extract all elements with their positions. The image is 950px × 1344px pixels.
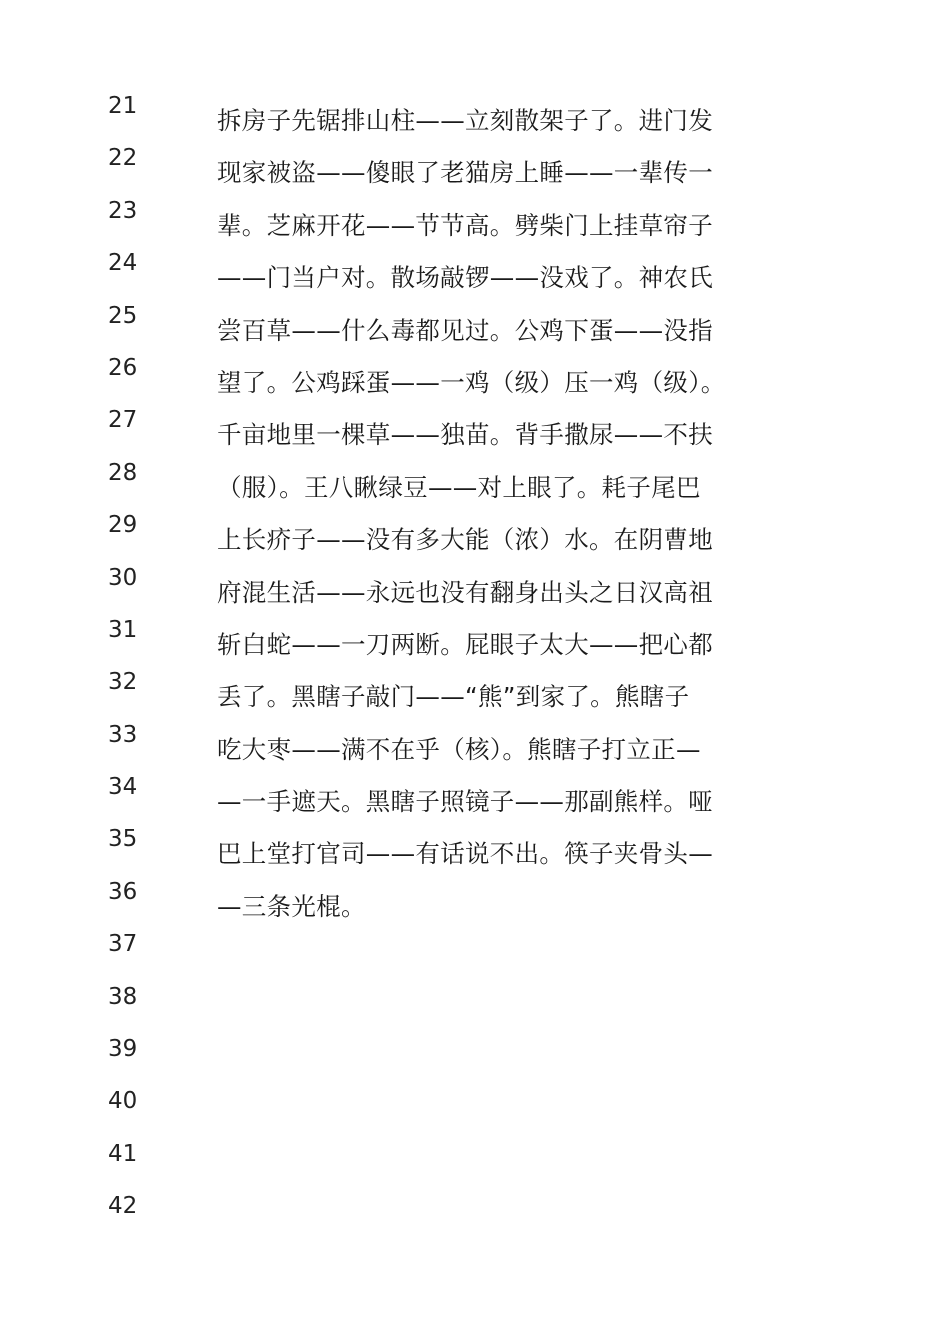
line-number: 25	[108, 302, 138, 329]
line-number: 32	[108, 669, 138, 696]
text-line: 府混生活——永远也没有翻身出头之日汉高祖	[217, 577, 713, 607]
line-number: 26	[108, 354, 138, 381]
line-number: 35	[108, 826, 138, 853]
text-line: 拆房子先锯排山柱——立刻散架子了。进门发	[217, 106, 713, 135]
line-number: 41	[108, 1140, 138, 1167]
line-number: 39	[108, 1036, 138, 1063]
text-line: 巴上堂打官司——有话说不出。筷子夹骨头—	[217, 839, 713, 869]
line-number: 38	[108, 983, 138, 1010]
line-number: 40	[108, 1088, 138, 1115]
line-number: 29	[108, 512, 138, 539]
line-number: 21	[108, 93, 138, 119]
line-number: 24	[108, 250, 138, 277]
line-number: 22	[108, 145, 138, 172]
line-number: 31	[108, 616, 138, 643]
line-number: 36	[108, 878, 138, 905]
line-number-column	[108, 88, 158, 1241]
line-number: 37	[108, 931, 138, 958]
text-line: ——门当户对。散场敲锣——没戏了。神农氏	[217, 263, 713, 293]
text-line: 尝百草——什么毒都见过。公鸡下蛋——没指	[217, 315, 713, 345]
line-number: 23	[108, 197, 138, 224]
text-line: —一手遮天。黑瞎子照镜子——那副熊样。哑	[217, 787, 713, 817]
text-line: 丢了。黑瞎子敲门——“熊”到家了。熊瞎子	[217, 682, 690, 712]
line-number: 28	[108, 459, 138, 486]
body-text	[217, 99, 757, 937]
text-line: 望了。公鸡踩蛋——一鸡（级）压一鸡（级）。	[217, 367, 726, 397]
text-line: 千亩地里一棵草——独苗。背手撒尿——不扶	[217, 420, 713, 450]
text-line: 辈。芝麻开花——节节高。劈柴门上挂草帘子	[217, 210, 713, 240]
text-line: （服）。王八瞅绿豆——对上眼了。耗子尾巴	[217, 472, 701, 502]
text-line: 吃大枣——满不在乎（核）。熊瞎子打立正—	[217, 734, 701, 764]
line-number: 34	[108, 774, 138, 801]
line-number: 42	[108, 1193, 138, 1220]
text-line: 斩白蛇——一刀两断。屁眼子太大——把心都	[217, 629, 713, 659]
line-number: 33	[108, 721, 138, 748]
text-line: 现家被盗——傻眼了老猫房上睡——一辈传一	[217, 158, 713, 188]
text-line: —三条光棍。	[217, 891, 366, 921]
text-line: 上长疥子——没有多大能（浓）水。在阴曹地	[217, 525, 713, 555]
line-number: 27	[108, 407, 138, 434]
line-number: 30	[108, 564, 138, 591]
